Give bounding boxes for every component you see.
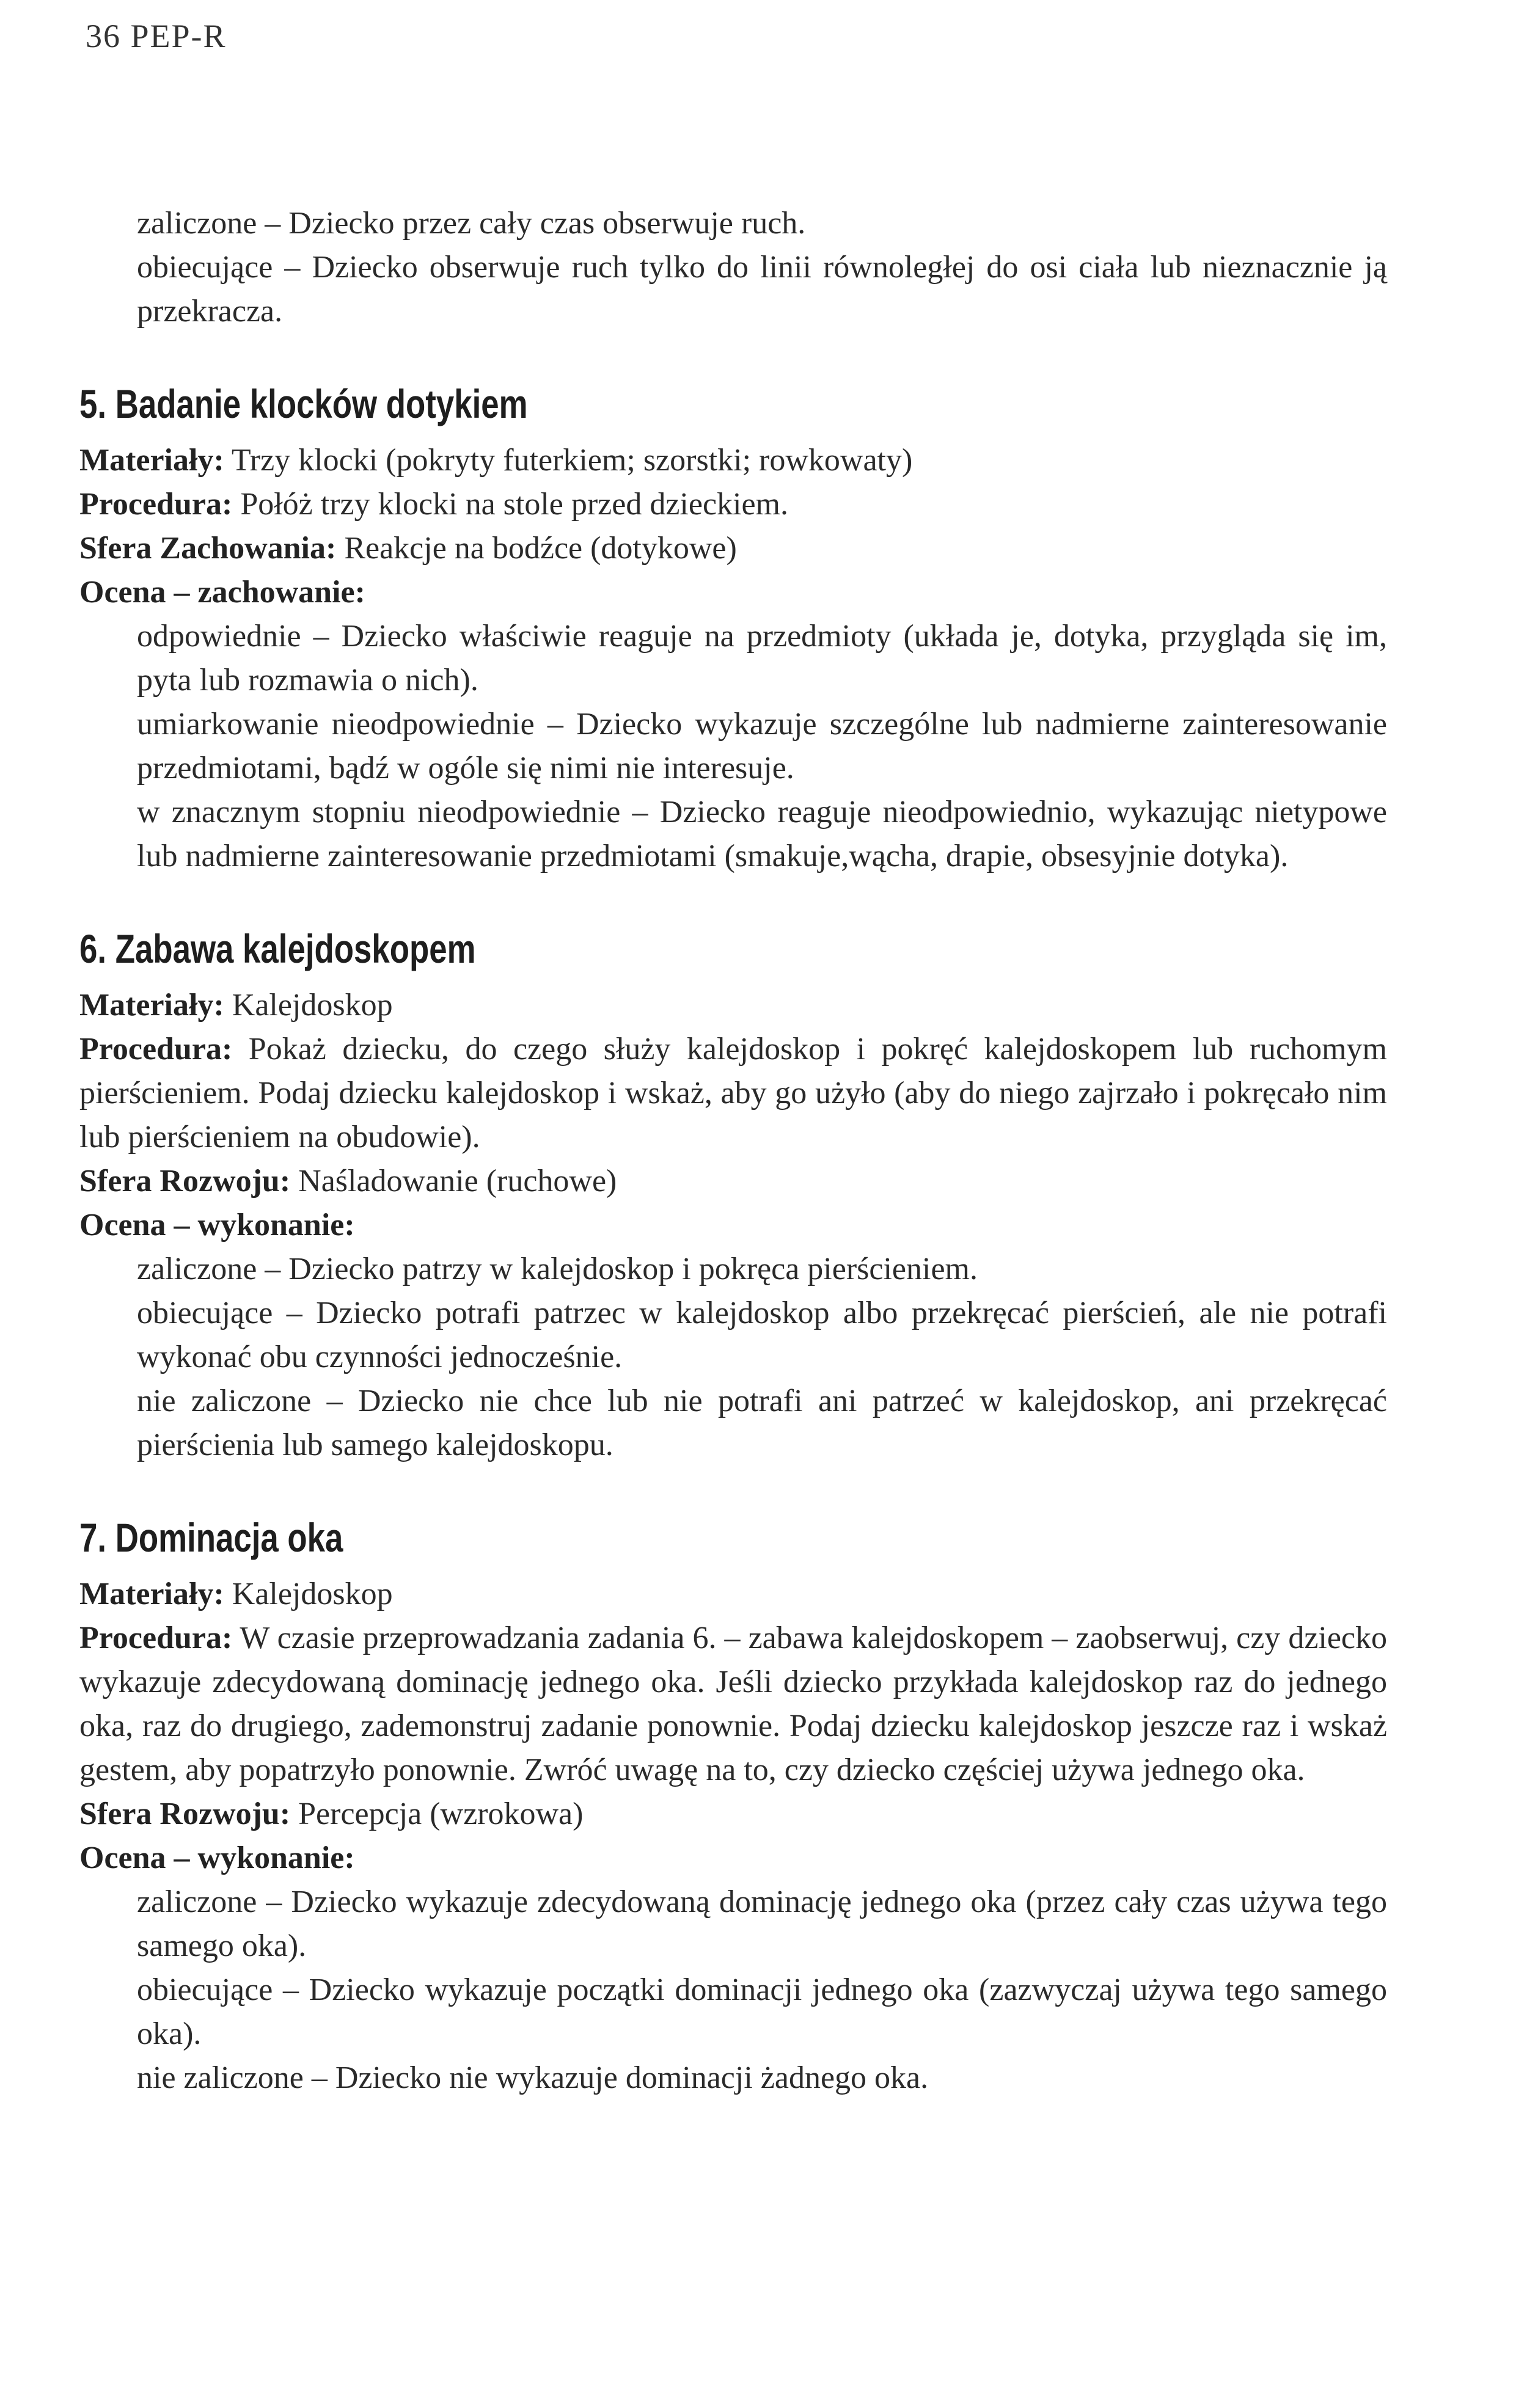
materials-label: Materiały: [79, 443, 224, 478]
section-number: 7. [79, 1515, 107, 1560]
materials-line [79, 439, 1387, 483]
materials-label: Materiały: [79, 988, 224, 1023]
assessment-item: zaliczone – Dziecko wykazuje zdecydowaną dominację jednego oka (przez cały czas używa tego samego oka). [137, 1884, 1387, 1963]
assessment-item: nie zaliczone – Dziecko nie chce lub nie potrafi ani patrzeć w kalejdoskop, ani przekręcać pierścienia lub samego kalejdoskopu. [137, 1384, 1387, 1462]
page-content [79, 202, 1387, 2100]
section-title: Zabawa kalejdoskopem [115, 926, 476, 971]
intro-line: obiecujące – Dziecko obserwuje ruch tylko do linii równoległej do osi ciała lub nieznacznie ją przekracza. [137, 250, 1387, 329]
section-heading [79, 1510, 1126, 1565]
assessment-item: nie zaliczone – Dziecko nie wykazuje dominacji żadnego oka. [137, 2060, 929, 2095]
materials-line [79, 1572, 1387, 1616]
materials-text: Trzy klocki (pokryty futerkiem; szorstki; rowkowaty) [231, 443, 913, 478]
sphere-line [79, 527, 1387, 571]
section-heading [79, 921, 1126, 976]
materials-line [79, 983, 1387, 1027]
sphere-text: Percepcja (wzrokowa) [298, 1797, 584, 1831]
procedure-text: Pokaż dziecku, do czego służy kalejdoskop i pokręć kalejdoskopem lub ruchomym pierścieniem. Podaj dziecku kalejdoskop i wskaż, aby go użyło (aby do niego zajrzało i pokręcało nim lub pierścieniem na obudowie). [79, 1032, 1387, 1155]
procedure-label: Procedura: [79, 1032, 233, 1067]
materials-text: Kalejdoskop [232, 1577, 393, 1611]
assessment-item: zaliczone – Dziecko patrzy w kalejdoskop i pokręca pierścieniem. [137, 1252, 978, 1286]
sphere-label: Sfera Zachowania: [79, 531, 337, 566]
assessment-label: Ocena – wykonanie: [79, 1841, 355, 1875]
assessment-item: obiecujące – Dziecko wykazuje początki dominacji jednego oka (zazwyczaj używa tego samego oka). [137, 1972, 1387, 2051]
page-number: 36 [86, 18, 121, 54]
assessment-label: Ocena – zachowanie: [79, 575, 365, 610]
materials-text: Kalejdoskop [232, 988, 393, 1023]
section-title: Badanie klocków dotykiem [115, 381, 528, 426]
procedure-line [79, 483, 1387, 527]
procedure-text: Połóż trzy klocki na stole przed dzieckiem. [240, 487, 789, 522]
assessment-item: odpowiednie – Dziecko właściwie reaguje na przedmioty (układa je, dotyka, przygląda się im, pyta lub rozmawia o nich). [137, 619, 1387, 698]
sphere-line [79, 1792, 1387, 1836]
section-number: 6. [79, 926, 107, 971]
procedure-line [79, 1616, 1387, 1792]
section-title: Dominacja oka [115, 1515, 343, 1560]
running-title: PEP-R [130, 18, 227, 54]
procedure-line [79, 1027, 1387, 1159]
sphere-text: Reakcje na bodźce (dotykowe) [344, 531, 737, 566]
assessment-item: w znacznym stopniu nieodpowiednie – Dziecko reaguje nieodpowiednio, wykazując nietypowe lub nadmierne zainteresowanie przedmiotami (smakuje,wącha, drapie, obsesyjnie dotyka). [137, 795, 1387, 874]
procedure-text: W czasie przeprowadzania zadania 6. – zabawa kalejdoskopem – zaobserwuj, czy dziecko wykazuje zdecydowaną dominację jednego oka. Jeśli dziecko przykłada kalejdoskop raz do jednego oka, raz do drugiego, zademonstruj zadanie ponownie. Podaj dziecku kalejdoskop jeszcze raz i wskaż gestem, aby popatrzyło ponownie. Zwróć uwagę na to, czy dziecko częściej używa jednego oka. [79, 1621, 1388, 1787]
sphere-text: Naśladowanie (ruchowe) [298, 1164, 617, 1199]
assessment-item: obiecujące – Dziecko potrafi patrzec w kalejdoskop albo przekręcać pierścień, ale nie potrafi wykonać obu czynności jednocześnie. [137, 1296, 1387, 1374]
intro-line: zaliczone – Dziecko przez cały czas obserwuje ruch. [137, 206, 806, 241]
section-7 [79, 1510, 1387, 2100]
section-5 [79, 376, 1387, 878]
section-number: 5. [79, 381, 107, 426]
assessment-label: Ocena – wykonanie: [79, 1208, 355, 1242]
procedure-label: Procedura: [79, 1621, 233, 1655]
procedure-label: Procedura: [79, 487, 233, 522]
assessment-item: umiarkowanie nieodpowiednie – Dziecko wykazuje szczególne lub nadmierne zainteresowanie przedmiotami, bądź w ogóle się nimi nie interesuje. [137, 707, 1387, 786]
section-heading [79, 376, 1126, 431]
materials-label: Materiały: [79, 1577, 224, 1611]
page-header [86, 17, 227, 55]
sphere-label: Sfera Rozwoju: [79, 1797, 291, 1831]
sphere-label: Sfera Rozwoju: [79, 1164, 291, 1199]
sphere-line [79, 1159, 1387, 1203]
section-6 [79, 921, 1387, 1467]
